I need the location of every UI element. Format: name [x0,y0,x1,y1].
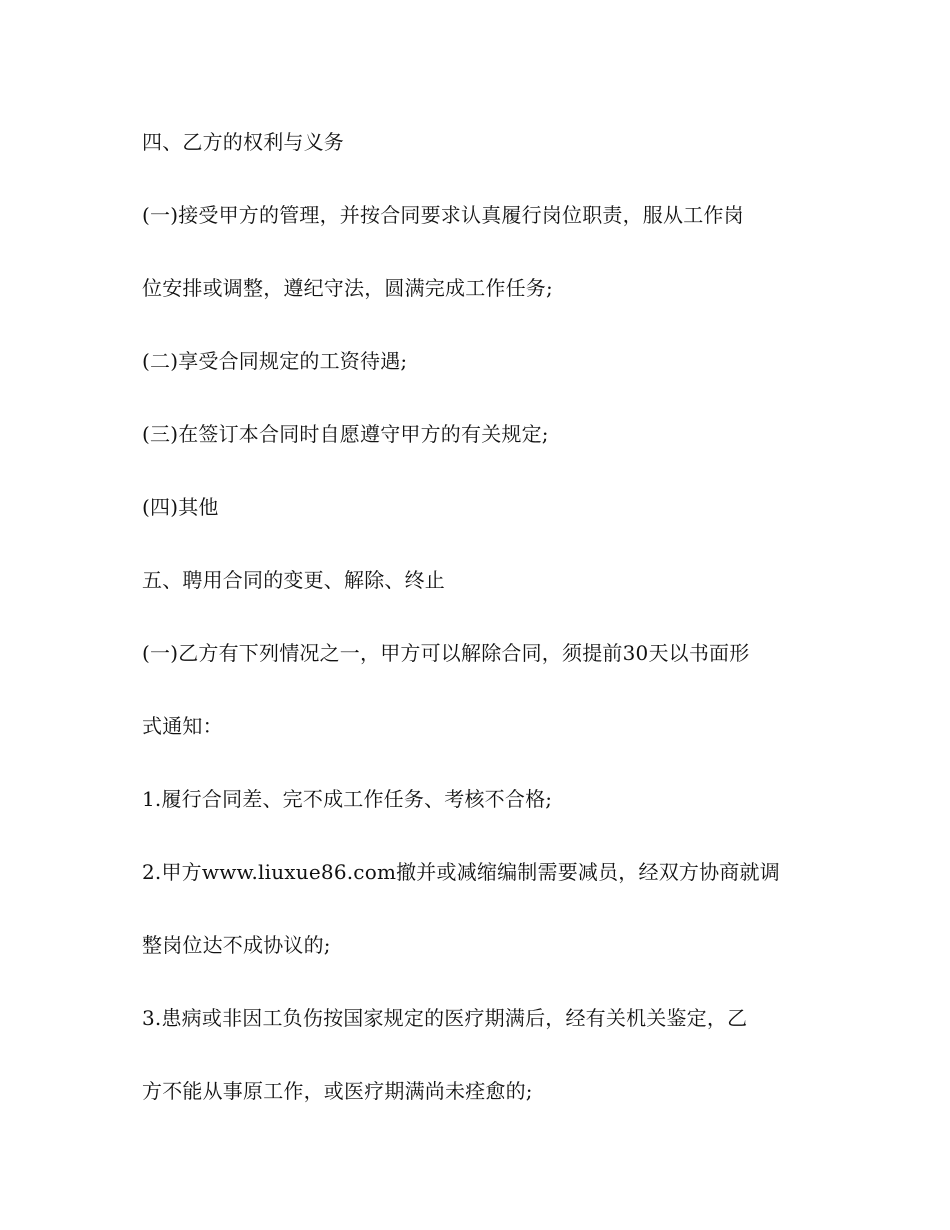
text-line: 位安排或调整，遵纪守法，圆满完成工作任务; [142,276,553,300]
text-line: (一)接受甲方的管理，并按合同要求认真履行岗位职责，服从工作岗 [142,203,744,227]
text-line: (四)其他 [142,495,219,519]
text-line: (三)在签订本合同时自愿遵守甲方的有关规定; [142,422,549,446]
text-line: 3.患病或非因工负伤按国家规定的医疗期满后，经有关机关鉴定，乙 [142,1006,748,1030]
text-line: 2.甲方www.liuxue86.com撤并或减缩编制需要减员，经双方协商就调 [142,860,780,884]
document-body [142,124,812,1109]
text-line: 式通知： [142,714,223,738]
text-line: 方不能从事原工作，或医疗期满尚未痊愈的; [142,1079,533,1103]
section-heading-party-b-rights: 四、乙方的权利与义务 [142,130,344,154]
text-line: (二)享受合同规定的工资待遇; [142,349,408,373]
text-line: (一)乙方有下列情况之一，甲方可以解除合同，须提前30天以书面形 [142,641,750,665]
text-line: 整岗位达不成协议的; [142,933,331,957]
section-heading-contract-change: 五、聘用合同的变更、解除、终止 [142,568,445,592]
text-line: 1.履行合同差、完不成工作任务、考核不合格; [142,787,553,811]
